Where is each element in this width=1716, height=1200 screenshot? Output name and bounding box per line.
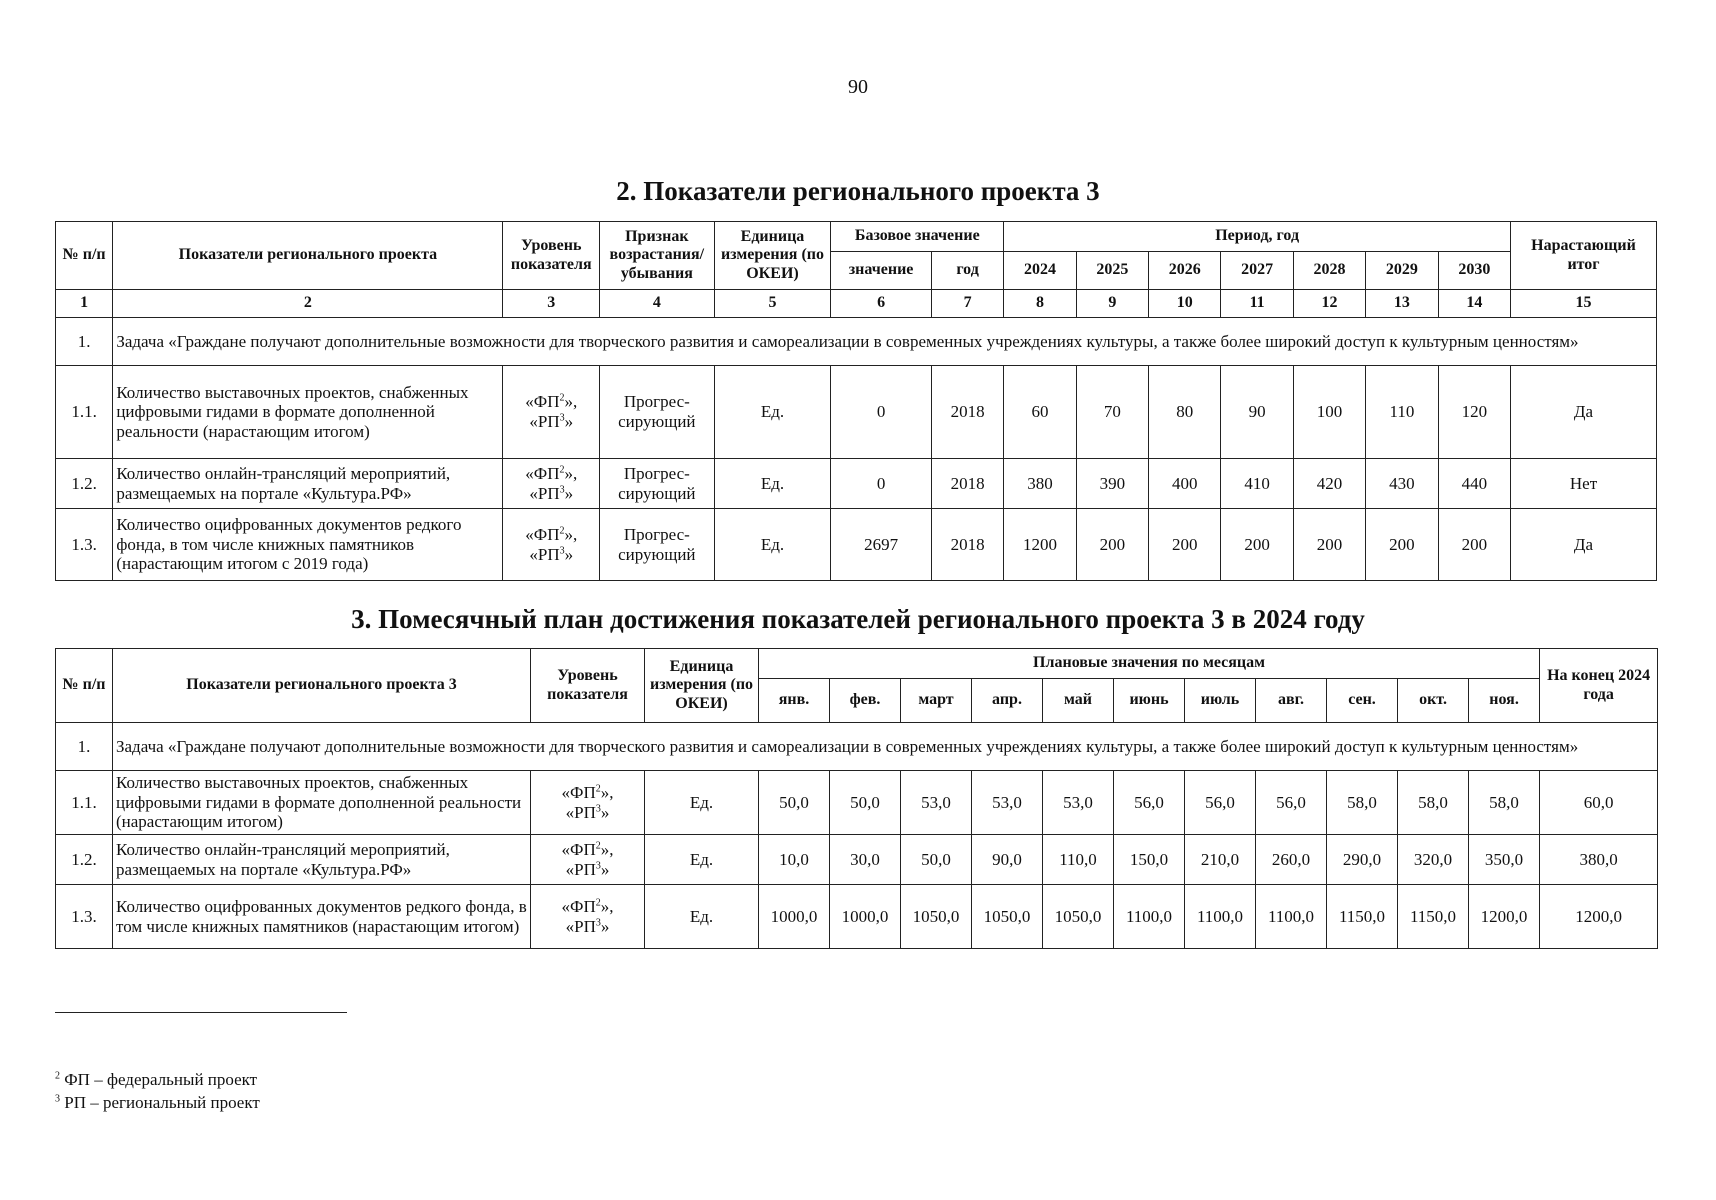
header-month: ноя. (1469, 679, 1540, 723)
header-num: № п/п (56, 222, 113, 290)
month-value: 56,0 (1256, 771, 1327, 835)
year-value: 410 (1221, 459, 1293, 509)
base-year: 2018 (931, 459, 1003, 509)
month-value: 260,0 (1256, 835, 1327, 885)
header-end: На конец 2024 года (1540, 649, 1658, 723)
row-num: 1.3. (56, 885, 113, 949)
month-value: 1100,0 (1185, 885, 1256, 949)
header-base-year: год (931, 252, 1003, 290)
end-value: 1200,0 (1540, 885, 1658, 949)
cumulative-value: Нет (1511, 459, 1657, 509)
indicator-unit: Ед. (645, 835, 759, 885)
section3-title: 3. Помесячный план достижения показателей регионального проекта 3 в 2024 году (351, 604, 1365, 634)
header-unit: Единица измерения (по ОКЕИ) (714, 222, 831, 290)
month-value: 1150,0 (1398, 885, 1469, 949)
header-unit: Единица измерения (по ОКЕИ) (645, 649, 759, 723)
row-num: 1. (56, 723, 113, 771)
indicator-unit: Ед. (714, 459, 831, 509)
indicator-name: Количество оцифрованных документов редкого фонда, в том числе книжных памятников (нарастающим итогом) (113, 885, 531, 949)
year-value: 200 (1293, 509, 1365, 581)
year-value: 390 (1076, 459, 1148, 509)
header-indicator: Показатели регионального проекта 3 (113, 649, 531, 723)
header-year: 2026 (1149, 252, 1221, 290)
section2-title: 2. Показатели регионального проекта 3 (616, 176, 1100, 206)
column-number: 13 (1366, 290, 1438, 318)
column-number: 15 (1511, 290, 1657, 318)
header-indicator: Показатели регионального проекта (113, 222, 503, 290)
column-number: 9 (1076, 290, 1148, 318)
indicator-name: Количество онлайн-трансляций мероприятий, размещаемых на портале «Культура.РФ» (113, 835, 531, 885)
footnote-divider (55, 1012, 347, 1013)
base-value: 0 (831, 366, 932, 459)
indicator-trend: Прогрес-сирующий (600, 459, 715, 509)
year-value: 110 (1366, 366, 1438, 459)
base-year: 2018 (931, 509, 1003, 581)
indicator-name: Количество оцифрованных документов редкого фонда, в том числе книжных памятников (нарастающим итогом с 2019 года) (113, 509, 503, 581)
month-value: 150,0 (1114, 835, 1185, 885)
header-month: апр. (972, 679, 1043, 723)
month-value: 90,0 (972, 835, 1043, 885)
row-num: 1.1. (56, 771, 113, 835)
task-row (56, 318, 1657, 366)
row-num: 1.3. (56, 509, 113, 581)
month-value: 1050,0 (1043, 885, 1114, 949)
header-cumulative: Нарастающий итог (1511, 222, 1657, 290)
month-value: 350,0 (1469, 835, 1540, 885)
column-number: 2 (113, 290, 503, 318)
column-number: 7 (931, 290, 1003, 318)
task-text: Задача «Граждане получают дополнительные возможности для творческого развития и самореализации в современных учреждениях культуры, а также более широкий доступ к культурным ценностям» (113, 318, 1657, 366)
month-value: 1050,0 (972, 885, 1043, 949)
header-month: июль (1185, 679, 1256, 723)
header-month: март (901, 679, 972, 723)
indicator-unit: Ед. (645, 771, 759, 835)
header-base: Базовое значение (831, 222, 1004, 252)
footnote: $^3$ РП – региональный проект (55, 1093, 260, 1112)
year-value: 80 (1149, 366, 1221, 459)
header-year: 2027 (1221, 252, 1293, 290)
table-row (56, 366, 1657, 459)
header-month: фев. (830, 679, 901, 723)
column-number: 12 (1293, 290, 1365, 318)
monthly-plan-table (55, 648, 1658, 949)
header-num: № п/п (56, 649, 113, 723)
cumulative-value: Да (1511, 366, 1657, 459)
month-value: 53,0 (901, 771, 972, 835)
indicator-name: Количество выставочных проектов, снабженных цифровыми гидами в формате дополненной реальности (нарастающим итогом) (113, 771, 531, 835)
indicator-level: «$ФП^2$», «$РП^3$» (503, 366, 600, 459)
month-value: 58,0 (1469, 771, 1540, 835)
header-month: янв. (759, 679, 830, 723)
column-number: 1 (56, 290, 113, 318)
task-text: Задача «Граждане получают дополнительные возможности для творческого развития и самореализации в современных учреждениях культуры, а также более широкий доступ к культурным ценностям» (113, 723, 1658, 771)
column-number: 8 (1004, 290, 1076, 318)
month-value: 1000,0 (830, 885, 901, 949)
row-num: 1. (56, 318, 113, 366)
year-value: 200 (1076, 509, 1148, 581)
column-number: 14 (1438, 290, 1510, 318)
year-value: 400 (1149, 459, 1221, 509)
header-year: 2025 (1076, 252, 1148, 290)
footnote: $^2$ ФП – федеральный проект (55, 1070, 258, 1089)
column-number-row (56, 290, 1657, 318)
column-number: 5 (714, 290, 831, 318)
indicator-level: «$ФП^2$», «$РП^3$» (503, 509, 600, 581)
year-value: 120 (1438, 366, 1510, 459)
table-row (56, 835, 1658, 885)
end-value: 380,0 (1540, 835, 1658, 885)
month-value: 110,0 (1043, 835, 1114, 885)
indicator-level: «$ФП^2$», «$РП^3$» (503, 459, 600, 509)
year-value: 200 (1221, 509, 1293, 581)
header-base-value: значение (831, 252, 932, 290)
month-value: 50,0 (759, 771, 830, 835)
task-row (56, 723, 1658, 771)
indicator-name: Количество онлайн-трансляций мероприятий, размещаемых на портале «Культура.РФ» (113, 459, 503, 509)
header-level: Уровень показателя (531, 649, 645, 723)
header-year: 2024 (1004, 252, 1076, 290)
cumulative-value: Да (1511, 509, 1657, 581)
column-number: 3 (503, 290, 600, 318)
table-row (56, 459, 1657, 509)
year-value: 90 (1221, 366, 1293, 459)
year-value: 1200 (1004, 509, 1076, 581)
month-value: 1100,0 (1256, 885, 1327, 949)
header-month: сен. (1327, 679, 1398, 723)
month-value: 1050,0 (901, 885, 972, 949)
month-value: 50,0 (901, 835, 972, 885)
month-value: 50,0 (830, 771, 901, 835)
row-num: 1.1. (56, 366, 113, 459)
month-value: 10,0 (759, 835, 830, 885)
indicator-name: Количество выставочных проектов, снабженных цифровыми гидами в формате дополненной реальности (нарастающим итогом) (113, 366, 503, 459)
page-number: 90 (848, 76, 868, 98)
year-value: 60 (1004, 366, 1076, 459)
header-trend: Признак возрастания/ убывания (600, 222, 715, 290)
header-month: авг. (1256, 679, 1327, 723)
base-value: 2697 (831, 509, 932, 581)
row-num: 1.2. (56, 835, 113, 885)
month-value: 58,0 (1327, 771, 1398, 835)
end-value: 60,0 (1540, 771, 1658, 835)
year-value: 420 (1293, 459, 1365, 509)
month-value: 56,0 (1114, 771, 1185, 835)
column-number: 4 (600, 290, 715, 318)
base-value: 0 (831, 459, 932, 509)
month-value: 30,0 (830, 835, 901, 885)
month-value: 320,0 (1398, 835, 1469, 885)
year-value: 440 (1438, 459, 1510, 509)
table-row (56, 509, 1657, 581)
month-value: 58,0 (1398, 771, 1469, 835)
indicator-unit: Ед. (645, 885, 759, 949)
year-value: 200 (1366, 509, 1438, 581)
month-value: 1000,0 (759, 885, 830, 949)
month-value: 53,0 (972, 771, 1043, 835)
month-value: 1200,0 (1469, 885, 1540, 949)
header-year: 2028 (1293, 252, 1365, 290)
base-year: 2018 (931, 366, 1003, 459)
year-value: 70 (1076, 366, 1148, 459)
year-value: 430 (1366, 459, 1438, 509)
header-month: окт. (1398, 679, 1469, 723)
row-num: 1.2. (56, 459, 113, 509)
month-value: 290,0 (1327, 835, 1398, 885)
column-number: 6 (831, 290, 932, 318)
year-value: 100 (1293, 366, 1365, 459)
year-value: 200 (1149, 509, 1221, 581)
header-month: июнь (1114, 679, 1185, 723)
header-month: май (1043, 679, 1114, 723)
header-level: Уровень показателя (503, 222, 600, 290)
header-period: Период, год (1004, 222, 1511, 252)
month-value: 53,0 (1043, 771, 1114, 835)
indicator-level: «$ФП^2$», «$РП^3$» (531, 885, 645, 949)
indicator-level: «$ФП^2$», «$РП^3$» (531, 835, 645, 885)
year-value: 380 (1004, 459, 1076, 509)
table-row (56, 771, 1658, 835)
month-value: 1100,0 (1114, 885, 1185, 949)
header-planned: Плановые значения по месяцам (759, 649, 1540, 679)
month-value: 210,0 (1185, 835, 1256, 885)
month-value: 1150,0 (1327, 885, 1398, 949)
table-row (56, 885, 1658, 949)
indicator-trend: Прогрес-сирующий (600, 509, 715, 581)
indicator-trend: Прогрес-сирующий (600, 366, 715, 459)
indicators-table (55, 221, 1657, 581)
indicator-unit: Ед. (714, 366, 831, 459)
column-number: 10 (1149, 290, 1221, 318)
header-year: 2029 (1366, 252, 1438, 290)
year-value: 200 (1438, 509, 1510, 581)
column-number: 11 (1221, 290, 1293, 318)
indicator-level: «$ФП^2$», «$РП^3$» (531, 771, 645, 835)
indicator-unit: Ед. (714, 509, 831, 581)
header-year: 2030 (1438, 252, 1510, 290)
month-value: 56,0 (1185, 771, 1256, 835)
